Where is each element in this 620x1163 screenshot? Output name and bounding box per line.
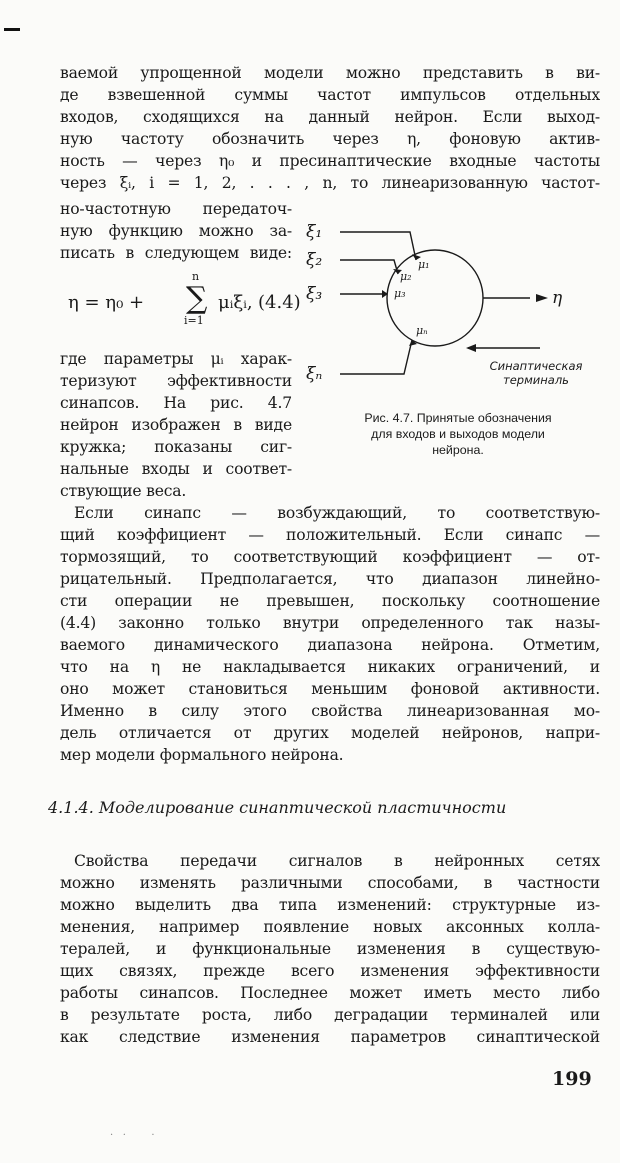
text-line: писать в следующем виде: (60, 244, 292, 262)
formula-4-4 (60, 270, 301, 327)
input-line-2 (340, 260, 398, 274)
output-label: η (552, 288, 563, 308)
input-label-3: ξ₃ (306, 284, 323, 304)
neuron-diagram (300, 222, 600, 398)
text-line: тормозящий, то соответствующий коэффициент — от- (60, 548, 600, 566)
input-label-2: ξ₂ (306, 250, 323, 270)
text-line: ствующие веса. (60, 482, 187, 500)
text-line: мер модели формального нейрона. (60, 746, 344, 764)
page-speckle: · · · (110, 1130, 155, 1141)
weight-label-3: μ₃ (394, 287, 406, 300)
text-line: как следствие изменения параметров синаптической (60, 1028, 600, 1046)
text-line: оно может становиться меньшим фоновой активности. (60, 680, 600, 698)
text-line: рицательный. Предполагается, что диапазон линейно- (60, 570, 600, 588)
text-line: Именно в силу этого свойства линеаризованная мо- (60, 702, 600, 720)
text-line: нальные входы и соответ- (60, 460, 292, 478)
text-line: теризуют эффективности (60, 372, 292, 390)
input-line-1 (340, 232, 416, 260)
sum-upper-limit: n (192, 270, 200, 283)
text-line: дель отличается от других моделей нейронов, напри- (60, 724, 600, 742)
equation-number: (4.4) (258, 292, 301, 313)
text-line: через ξᵢ, i = 1, 2, . . . , n, то линеаризованную частот- (60, 174, 600, 192)
text-line: можно выделить два типа изменений: структурные из- (60, 896, 600, 914)
weight-label-2: μ₂ (400, 270, 412, 283)
terminal-arrowhead (466, 344, 476, 352)
sum-symbol: ∑ (186, 281, 208, 316)
text-line: Если синапс — возбуждающий, то соответствую- (74, 504, 600, 522)
caption-line: нейрона. (432, 443, 484, 457)
text-line: менения, например появление новых аксонных колла- (60, 918, 600, 936)
caption-line: Рис. 4.7. Принятые обозначения (364, 411, 552, 425)
text-line: в результате роста, либо деградации терминалей или (60, 1006, 600, 1024)
weight-label-1: μ₁ (418, 258, 430, 271)
text-line: где параметры μᵢ харак- (60, 350, 292, 368)
weight-label-n: μₙ (416, 324, 428, 337)
text-line: можно изменять различными способами, в частности (60, 874, 600, 892)
formula-main: η = η₀ + (68, 292, 145, 313)
text-line: синапсов. На рис. 4.7 (60, 394, 292, 412)
sum-lower-limit: i=1 (184, 314, 204, 327)
input-line-n (340, 340, 412, 374)
text-line: ваемого динамического диапазона нейрона. Отметим, (60, 636, 600, 654)
text-line: ность — через η₀ и пресинаптические входные частоты (60, 152, 600, 170)
corner-mark (4, 28, 20, 31)
input-label-n: ξₙ (306, 364, 323, 384)
text-line: тералей, и функциональные изменения в существую- (60, 940, 600, 958)
input-label-1: ξ₁ (306, 222, 323, 242)
text-line: де взвешенной суммы частот импульсов отдельных (60, 86, 600, 104)
text-line: ваемой упрощенной модели можно представить в ви- (60, 64, 600, 82)
text-line: но-частотную передаточ- (60, 200, 292, 218)
text-line: кружка; показаны сиг- (60, 438, 292, 456)
text-line: Свойства передачи сигналов в нейронных сетях (74, 852, 600, 870)
figure-caption (318, 410, 598, 458)
text-line: щий коэффициент — положительный. Если синапс — (60, 526, 600, 544)
text-line: входов, сходящихся на данный нейрон. Если выход- (60, 108, 600, 126)
text-line: щих связях, прежде всего изменения эффективности (60, 962, 600, 980)
sum-term: μᵢξᵢ, (218, 292, 253, 313)
text-line: ную функцию можно за- (60, 222, 292, 240)
text-line: ную частоту обозначить через η, фоновую актив- (60, 130, 600, 148)
text-line: нейрон изображен в виде (60, 416, 292, 434)
text-line: работы синапсов. Последнее может иметь место либо (60, 984, 600, 1002)
caption-line: для входов и выходов модели (371, 427, 545, 441)
text-line: что на η не накладывается никаких ограничений, и (60, 658, 600, 676)
text-line: (4.4) законно только внутри определенного так назы- (60, 614, 600, 632)
text-line: сти операции не превышен, поскольку соотношение (60, 592, 600, 610)
output-arrowhead (536, 294, 548, 302)
terminal-label-line-2: терминаль (503, 373, 569, 387)
section-heading: 4.1.4. Моделирование синаптической пластичности (48, 798, 507, 817)
page-number: 199 (552, 1068, 592, 1090)
terminal-label-line-1: Синаптическая (489, 359, 583, 373)
synapse-n (409, 340, 417, 346)
